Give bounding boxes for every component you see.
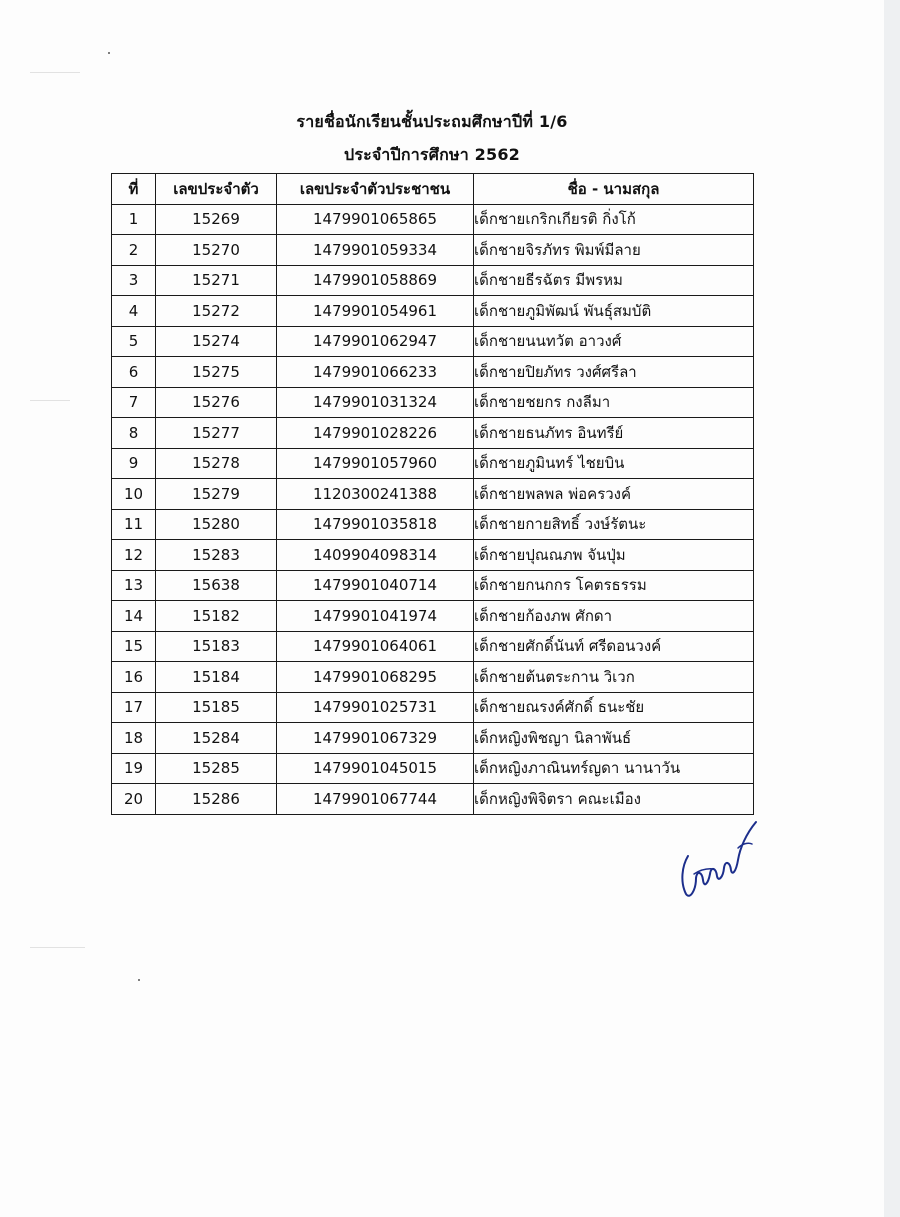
table-row [112, 357, 754, 388]
row-number: 5 [112, 326, 156, 357]
student-id-cell: 15285 [156, 753, 277, 784]
student-name-cell: เด็กหญิงภาณินทร์ญดา นานาวัน [474, 753, 754, 784]
scan-artifact-line [30, 72, 80, 73]
citizen-id-cell: 1479901065865 [277, 204, 474, 235]
citizen-id-cell: 1479901028226 [277, 418, 474, 449]
table-header-row [112, 174, 754, 205]
table-row [112, 265, 754, 296]
row-number: 11 [112, 509, 156, 540]
row-number: 3 [112, 265, 156, 296]
table-row [112, 631, 754, 662]
student-id-cell: 15283 [156, 540, 277, 571]
citizen-id-cell: 1409904098314 [277, 540, 474, 571]
student-id-cell: 15275 [156, 357, 277, 388]
row-number: 10 [112, 479, 156, 510]
row-number: 2 [112, 235, 156, 266]
student-name-cell: เด็กชายภูมิพัฒน์ พันธุ์สมบัติ [474, 296, 754, 327]
scan-artifact-line [30, 947, 85, 948]
row-number: 20 [112, 784, 156, 815]
scan-paper-edge [884, 0, 900, 1217]
citizen-id-cell: 1479901035818 [277, 509, 474, 540]
table-row [112, 326, 754, 357]
citizen-id-cell: 1479901066233 [277, 357, 474, 388]
student-name-cell: เด็กชายก้องภพ ศักดา [474, 601, 754, 632]
student-name-cell: เด็กชายพลพล พ่อครวงค์ [474, 479, 754, 510]
citizen-id-cell: 1479901064061 [277, 631, 474, 662]
table-row [112, 723, 754, 754]
student-id-cell: 15280 [156, 509, 277, 540]
student-name-cell: เด็กชายภูมินทร์ ไชยบิน [474, 448, 754, 479]
student-name-cell: เด็กชายศักดิ์นันท์ ศรีดอนวงค์ [474, 631, 754, 662]
table-row [112, 662, 754, 693]
table-body [112, 204, 754, 814]
citizen-id-cell: 1479901068295 [277, 662, 474, 693]
student-id-cell: 15276 [156, 387, 277, 418]
citizen-id-cell: 1479901031324 [277, 387, 474, 418]
student-id-cell: 15269 [156, 204, 277, 235]
citizen-id-cell: 1479901067744 [277, 784, 474, 815]
table-row [112, 296, 754, 327]
citizen-id-cell: 1479901058869 [277, 265, 474, 296]
student-id-cell: 15278 [156, 448, 277, 479]
citizen-id-cell: 1479901059334 [277, 235, 474, 266]
student-id-cell: 15270 [156, 235, 277, 266]
table-row [112, 601, 754, 632]
row-number: 17 [112, 692, 156, 723]
table-row [112, 418, 754, 449]
row-number: 4 [112, 296, 156, 327]
citizen-id-cell: 1479901057960 [277, 448, 474, 479]
student-name-cell: เด็กชายธีรฉัตร มีพรหม [474, 265, 754, 296]
row-number: 14 [112, 601, 156, 632]
column-header-citizen-id: เลขประจำตัวประชาชน [277, 174, 474, 205]
document-title: รายชื่อนักเรียนชั้นประถมศึกษาปีที่ 1/6 [296, 112, 568, 131]
student-name-cell: เด็กชายณรงค์ศักดิ์ ธนะชัย [474, 692, 754, 723]
student-id-cell: 15274 [156, 326, 277, 357]
student-name-cell: เด็กชายธนภัทร อินทรีย์ [474, 418, 754, 449]
citizen-id-cell: 1479901040714 [277, 570, 474, 601]
row-number: 6 [112, 357, 156, 388]
student-name-cell: เด็กชายนนทวัต อาวงศ์ [474, 326, 754, 357]
row-number: 19 [112, 753, 156, 784]
table-row [112, 448, 754, 479]
row-number: 15 [112, 631, 156, 662]
student-id-cell: 15272 [156, 296, 277, 327]
student-roster-table [111, 173, 754, 815]
table-row [112, 204, 754, 235]
citizen-id-cell: 1479901025731 [277, 692, 474, 723]
column-header-no: ที่ [112, 174, 156, 205]
student-name-cell: เด็กชายกนกกร โคตรธรรม [474, 570, 754, 601]
student-id-cell: 15182 [156, 601, 277, 632]
student-id-cell: 15271 [156, 265, 277, 296]
column-header-name: ชื่อ - นามสกุล [474, 174, 754, 205]
row-number: 9 [112, 448, 156, 479]
student-id-cell: 15184 [156, 662, 277, 693]
row-number: 7 [112, 387, 156, 418]
row-number: 18 [112, 723, 156, 754]
citizen-id-cell: 1479901045015 [277, 753, 474, 784]
student-name-cell: เด็กชายกายสิทธิ์ วงษ์รัตนะ [474, 509, 754, 540]
student-name-cell: เด็กหญิงพิจิตรา คณะเมือง [474, 784, 754, 815]
row-number: 16 [112, 662, 156, 693]
row-number: 13 [112, 570, 156, 601]
student-name-cell: เด็กหญิงพิชญา นิลาพันธ์ [474, 723, 754, 754]
student-id-cell: 15638 [156, 570, 277, 601]
student-id-cell: 15284 [156, 723, 277, 754]
student-id-cell: 15183 [156, 631, 277, 662]
student-name-cell: เด็กชายปิยภัทร วงศ์ศรีลา [474, 357, 754, 388]
citizen-id-cell: 1479901062947 [277, 326, 474, 357]
table-row [112, 509, 754, 540]
student-name-cell: เด็กชายต้นตระกาน วิเวก [474, 662, 754, 693]
citizen-id-cell: 1479901054961 [277, 296, 474, 327]
scan-speck [108, 52, 110, 54]
student-name-cell: เด็กชายชยกร กงลีมา [474, 387, 754, 418]
table-row [112, 235, 754, 266]
table-row [112, 570, 754, 601]
row-number: 12 [112, 540, 156, 571]
table-row [112, 753, 754, 784]
row-number: 8 [112, 418, 156, 449]
document-subtitle: ประจำปีการศึกษา 2562 [343, 145, 520, 164]
citizen-id-cell: 1479901041974 [277, 601, 474, 632]
scan-artifact-line [30, 400, 70, 401]
row-number: 1 [112, 204, 156, 235]
student-id-cell: 15277 [156, 418, 277, 449]
table-row [112, 479, 754, 510]
table-row [112, 784, 754, 815]
column-header-student-id: เลขประจำตัว [156, 174, 277, 205]
citizen-id-cell: 1120300241388 [277, 479, 474, 510]
student-id-cell: 15286 [156, 784, 277, 815]
table-row [112, 540, 754, 571]
citizen-id-cell: 1479901067329 [277, 723, 474, 754]
student-name-cell: เด็กชายเกริกเกียรติ กิ่งโก้ [474, 204, 754, 235]
scan-speck [138, 979, 140, 981]
student-name-cell: เด็กชายปุณณภพ จันปุ่ม [474, 540, 754, 571]
signature-mark [676, 808, 762, 904]
table-row [112, 692, 754, 723]
table-row [112, 387, 754, 418]
student-name-cell: เด็กชายจิรภัทร พิมพ์มีลาย [474, 235, 754, 266]
student-id-cell: 15185 [156, 692, 277, 723]
student-id-cell: 15279 [156, 479, 277, 510]
